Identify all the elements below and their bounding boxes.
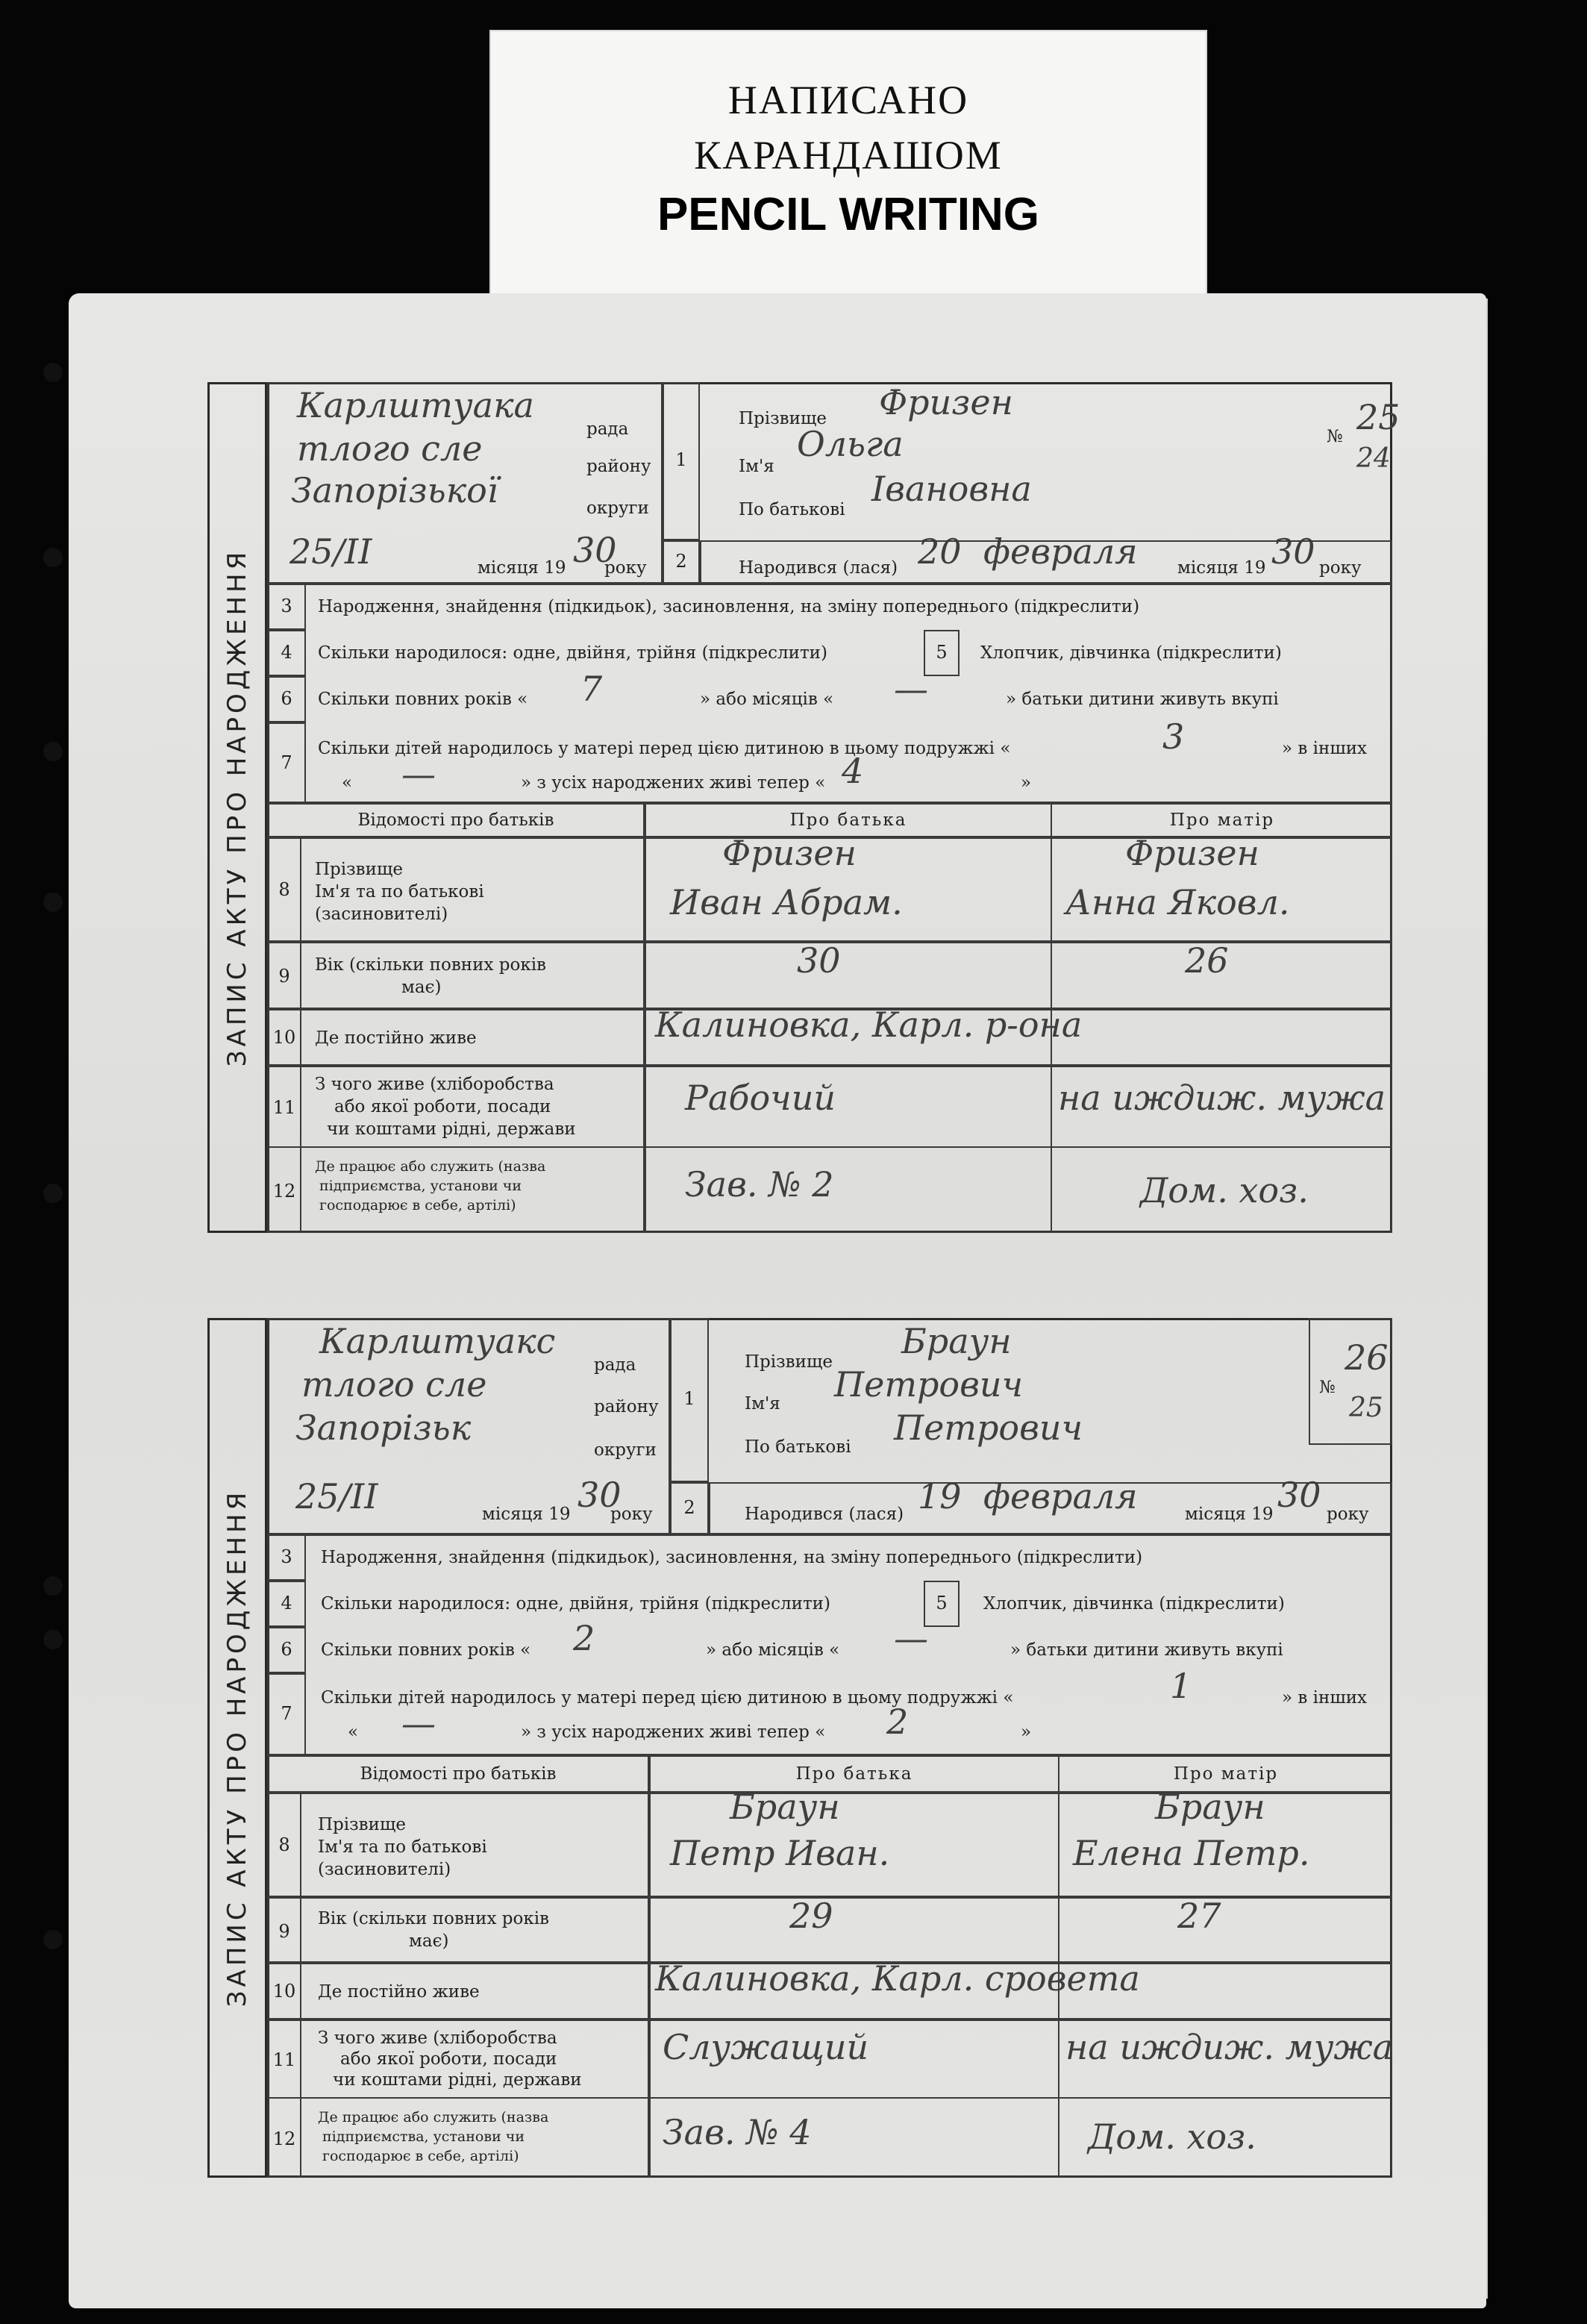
okruha-hw: Запорізьк xyxy=(295,1408,472,1448)
patronymic-label: По батькові xyxy=(745,1437,851,1457)
header-father: Про батька xyxy=(795,1764,913,1784)
children-before-hw: 3 xyxy=(1162,716,1185,757)
r9-label-b: має) xyxy=(409,1931,449,1951)
row-num-12: 12 xyxy=(272,1181,296,1202)
rada-label: рада xyxy=(586,419,629,439)
father-occupation-hw: Служащий xyxy=(663,2027,869,2067)
reg-year-hw: 30 xyxy=(573,530,617,570)
name-label: Ім'я xyxy=(745,1394,780,1414)
children-other-hw: — xyxy=(401,1703,436,1743)
row7-text-a: Скільки дітей народилось у матері перед цією дитиною в цьому подружжі « xyxy=(318,739,1011,758)
r11-label-a: З чого живе (хліборобства xyxy=(318,2028,557,2048)
alive-hw: 4 xyxy=(842,751,864,791)
surname-hw: Браун xyxy=(901,1321,1012,1361)
father-age-hw: 29 xyxy=(789,1896,833,1936)
row-num-1: 1 xyxy=(683,1388,695,1409)
mother-workplace-hw: Дом. хоз. xyxy=(1140,1170,1309,1211)
row-num-5: 5 xyxy=(936,642,948,663)
number2-hw: 24 xyxy=(1356,443,1391,474)
born-month-hw: февраля xyxy=(983,531,1138,572)
r12-label-a: Де працює або служить (назва xyxy=(315,1158,546,1175)
row3-text: Народження, знайдення (підкидьок), засиновлення, на зміну попереднього (підкреслити) xyxy=(318,597,1140,616)
row6-text-b: » або місяців « xyxy=(706,1640,840,1660)
residence-hw: Калиновка, Карл. р-она xyxy=(655,1005,1083,1045)
number-hw: 25 xyxy=(1356,397,1400,437)
born-month-hw: февраля xyxy=(983,1476,1138,1516)
father-workplace-hw: Зав. № 4 xyxy=(663,2112,812,2152)
row5-text: Хлопчик, дівчинка (підкреслити) xyxy=(983,1594,1285,1614)
pencil-writing-label xyxy=(489,30,1207,295)
record-title-vertical xyxy=(207,382,267,1233)
r8-label-b: Ім'я та по батькові xyxy=(315,882,484,902)
born-month-label: місяця 19 xyxy=(1185,1505,1274,1524)
rows-3-7-frame xyxy=(267,1534,1392,1755)
row-num-11: 11 xyxy=(272,1097,296,1118)
months-hw: — xyxy=(894,669,928,709)
r8-label-c: (засиновителі) xyxy=(318,1860,451,1879)
row-num-10: 10 xyxy=(272,1981,296,2002)
born-cell xyxy=(700,540,1392,584)
born-year-label: року xyxy=(1327,1505,1369,1524)
row-num-6: 6 xyxy=(281,1639,292,1660)
punch-hole xyxy=(43,893,63,912)
number-label: № xyxy=(1319,1378,1336,1397)
council-hw: Карлштуака xyxy=(297,385,534,425)
r9-label-b: має) xyxy=(401,978,442,997)
header-mother: Про матір xyxy=(1169,810,1275,830)
father-surname-hw: Браун xyxy=(730,1787,840,1827)
born-year-label: року xyxy=(1319,558,1362,578)
punch-hole xyxy=(43,1930,63,1949)
surname-label: Прізвище xyxy=(745,1352,833,1372)
mother-surname-hw: Фризен xyxy=(1125,833,1259,873)
father-age-hw: 30 xyxy=(797,940,841,981)
number-hw: 26 xyxy=(1345,1337,1389,1378)
punch-hole xyxy=(43,548,63,567)
months-hw: — xyxy=(894,1618,928,1658)
record-title-vertical xyxy=(207,1318,267,2178)
r10-label: Де постійно живе xyxy=(315,1028,477,1048)
father-workplace-hw: Зав. № 2 xyxy=(685,1164,834,1205)
district-hw: тлого сле xyxy=(297,428,483,469)
years-together-hw: 2 xyxy=(573,1618,595,1658)
row-num-4: 4 xyxy=(281,642,292,663)
row7-text-d: » з усіх народжених живі тепер « xyxy=(521,1722,826,1742)
born-cell xyxy=(709,1482,1392,1534)
row3-text: Народження, знайдення (підкидьок), засиновлення, на зміну попереднього (підкреслити) xyxy=(321,1548,1143,1567)
born-year-hw: 30 xyxy=(1271,531,1315,572)
row-num-3: 3 xyxy=(281,1546,292,1567)
row-num-5: 5 xyxy=(936,1593,948,1614)
r11-label-c: чи коштами рідні, держави xyxy=(327,1119,576,1139)
r9-label-a: Вік (скільки повних років xyxy=(315,955,546,975)
row-num-9: 9 xyxy=(278,966,290,987)
row7-text-e: » xyxy=(1021,773,1032,793)
r8-label-c: (засиновителі) xyxy=(315,905,448,924)
r11-label-c: чи коштами рідні, держави xyxy=(333,2070,582,2090)
month-label: місяця 19 xyxy=(482,1505,571,1524)
label-line-3: PENCIL WRITING xyxy=(657,189,1040,240)
rada-label: рада xyxy=(594,1355,636,1375)
mother-workplace-hw: Дом. хоз. xyxy=(1088,2117,1256,2157)
r8-label-a: Прізвище xyxy=(315,860,403,879)
number-label: № xyxy=(1327,427,1343,446)
punch-hole xyxy=(43,1576,63,1596)
r8-label-a: Прізвище xyxy=(318,1815,406,1834)
mother-name-hw: Анна Яковл. xyxy=(1065,882,1290,922)
row-num-7: 7 xyxy=(281,1703,292,1724)
row-num-1: 1 xyxy=(675,449,687,470)
mother-name-hw: Елена Петр. xyxy=(1073,1833,1310,1873)
punch-hole xyxy=(43,363,63,382)
row-num-2: 2 xyxy=(675,551,687,572)
row6-text-c: » батьки дитини живуть вкупі xyxy=(1010,1640,1283,1660)
r9-label-a: Вік (скільки повних років xyxy=(318,1909,549,1928)
row-num-4: 4 xyxy=(281,1593,292,1614)
okruha-label: округи xyxy=(594,1440,657,1460)
punch-hole xyxy=(43,742,63,761)
r11-label-b: або якої роботи, посади xyxy=(340,2049,557,2069)
mother-occupation-hw: на иждиж. мужа xyxy=(1058,1078,1386,1118)
row6-text-a: Скільки повних років « xyxy=(318,690,528,709)
mother-age-hw: 27 xyxy=(1177,1896,1221,1936)
row-num-10: 10 xyxy=(272,1027,296,1048)
punch-hole xyxy=(43,1184,63,1203)
label-line-1: НАПИСАНО xyxy=(727,78,969,122)
father-surname-hw: Фризен xyxy=(722,833,857,873)
council-hw: Карлштуакс xyxy=(319,1321,556,1361)
okruha-hw: Запорізької xyxy=(291,470,498,510)
raion-label: району xyxy=(594,1397,659,1416)
mother-age-hw: 26 xyxy=(1185,940,1229,981)
row4-text: Скільки народилося: одне, двійня, трійня (підкреслити) xyxy=(321,1594,830,1614)
year-label: року xyxy=(610,1505,653,1524)
row6-text-c: » батьки дитини живуть вкупі xyxy=(1006,690,1279,709)
row7-text-d: » з усіх народжених живі тепер « xyxy=(521,773,826,793)
row-num-8: 8 xyxy=(278,879,290,900)
district-hw: тлого сле xyxy=(301,1364,487,1405)
row6-text-a: Скільки повних років « xyxy=(321,1640,531,1660)
name-hw: Ольга xyxy=(797,424,904,464)
born-label: Народився (лася) xyxy=(745,1505,904,1524)
reg-year-hw: 30 xyxy=(577,1475,622,1515)
children-before-hw: 1 xyxy=(1170,1666,1192,1706)
born-month-label: місяця 19 xyxy=(1177,558,1266,578)
r12-label-b: підприємства, установи чи xyxy=(319,1178,522,1194)
row-num-2: 2 xyxy=(683,1497,695,1518)
okruha-label: округи xyxy=(586,499,649,518)
record-title: ЗАПИС АКТУ ПРО НАРОДЖЕННЯ xyxy=(222,548,252,1067)
row-num-6: 6 xyxy=(281,688,292,709)
punch-hole xyxy=(43,1630,63,1649)
row7-text-b: » в інших xyxy=(1282,739,1368,758)
born-year-hw: 30 xyxy=(1277,1475,1321,1515)
year-label: року xyxy=(604,558,647,578)
surname-label: Прізвище xyxy=(739,409,827,428)
rows-3-7-frame xyxy=(267,584,1392,803)
r11-label-b: або якої роботи, посади xyxy=(334,1097,551,1116)
r12-label-b: підприємства, установи чи xyxy=(322,2128,525,2145)
reg-date-hw: 25/II xyxy=(289,531,372,572)
mother-surname-hw: Браун xyxy=(1155,1787,1265,1827)
header-info: Відомості про батьків xyxy=(360,1764,557,1784)
father-name-hw: Петр Иван. xyxy=(670,1833,890,1873)
number2-hw: 25 xyxy=(1349,1393,1383,1423)
born-day-hw: 19 xyxy=(918,1476,962,1516)
name-label: Ім'я xyxy=(739,457,774,476)
alive-hw: 2 xyxy=(886,1702,909,1742)
surname-hw: Фризен xyxy=(879,382,1013,422)
years-together-hw: 7 xyxy=(580,669,603,709)
father-occupation-hw: Рабочий xyxy=(685,1078,836,1118)
row-num-7: 7 xyxy=(281,752,292,773)
born-day-hw: 20 xyxy=(918,531,962,572)
residence-hw: Калиновка, Карл. сровета xyxy=(655,1958,1140,1999)
born-label: Народився (лася) xyxy=(739,558,898,578)
header-father: Про батька xyxy=(789,810,907,830)
father-name-hw: Иван Абрам. xyxy=(670,882,903,922)
month-label: місяця 19 xyxy=(478,558,566,578)
raion-label: району xyxy=(586,457,651,476)
r11-label-a: З чого живе (хліборобства xyxy=(315,1075,554,1094)
row5-text: Хлопчик, дівчинка (підкреслити) xyxy=(980,643,1282,663)
reg-date-hw: 25/II xyxy=(295,1476,378,1516)
row-num-3: 3 xyxy=(281,596,292,616)
row7-text-c: « xyxy=(342,773,353,793)
row7-text-e: » xyxy=(1021,1722,1032,1742)
row-num-8: 8 xyxy=(278,1834,290,1855)
patronymic-hw: Петрович xyxy=(894,1408,1083,1448)
header-info: Відомості про батьків xyxy=(357,810,554,830)
r10-label: Де постійно живе xyxy=(318,1982,480,2002)
row7-text-a: Скільки дітей народилось у матері перед цією дитиною в цьому подружжі « xyxy=(321,1688,1014,1708)
patronymic-label: По батькові xyxy=(739,500,845,519)
header-mother: Про матір xyxy=(1173,1764,1279,1784)
row6-text-b: » або місяців « xyxy=(700,690,834,709)
row-num-9: 9 xyxy=(278,1921,290,1942)
label-line-2: КАРАНДАШОМ xyxy=(694,133,1003,178)
row7-text-c: « xyxy=(348,1722,359,1742)
children-other-hw: — xyxy=(401,754,436,794)
record-title: ЗАПИС АКТУ ПРО НАРОДЖЕННЯ xyxy=(222,1488,252,2008)
row7-text-b: » в інших xyxy=(1282,1688,1368,1708)
r12-label-a: Де працює або служить (назва xyxy=(318,2109,549,2125)
row-num-12: 12 xyxy=(272,2128,296,2149)
r8-label-b: Ім'я та по батькові xyxy=(318,1837,487,1857)
name-hw: Петрович xyxy=(834,1364,1024,1405)
patronymic-hw: Івановна xyxy=(871,469,1032,509)
row4-text: Скільки народилося: одне, двійня, трійня (підкреслити) xyxy=(318,643,827,663)
row-num-11: 11 xyxy=(272,2049,296,2070)
mother-occupation-hw: на иждиж. мужа xyxy=(1065,2027,1394,2067)
r12-label-c: господарює в себе, артілі) xyxy=(322,2148,519,2164)
r12-label-c: господарює в себе, артілі) xyxy=(319,1197,516,1213)
